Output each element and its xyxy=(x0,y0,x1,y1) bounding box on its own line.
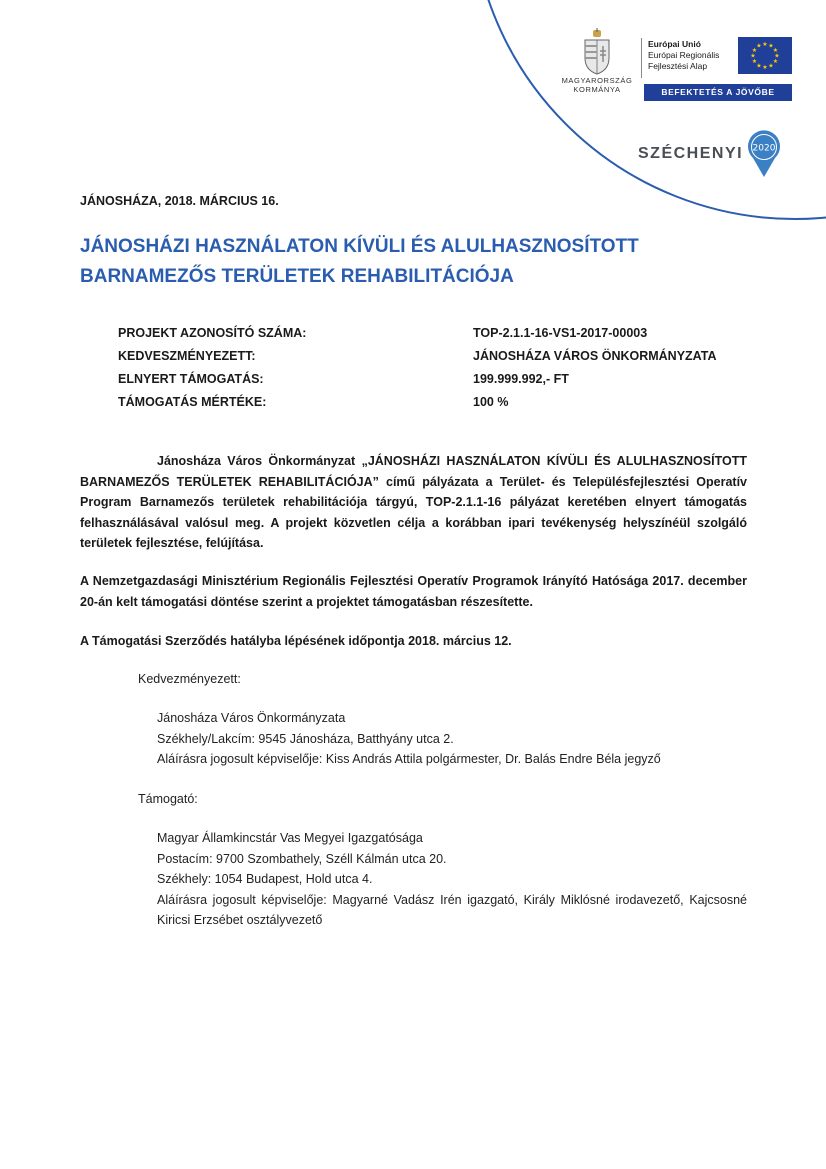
eu-logo-text xyxy=(648,39,719,72)
project-info-label: KEDVESZMÉNYEZETT: xyxy=(118,349,256,363)
eu-fund-line2: Fejlesztési Alap xyxy=(648,61,708,71)
svg-text:★: ★ xyxy=(772,47,779,54)
svg-text:★: ★ xyxy=(768,62,774,70)
project-info-label: ELNYERT TÁMOGATÁS: xyxy=(118,372,264,386)
beneficiary-heading: Kedvezményezett: xyxy=(138,672,241,686)
svg-text:★: ★ xyxy=(768,42,774,50)
document-date: JÁNOSHÁZA, 2018. MÁRCIUS 16. xyxy=(80,194,279,208)
project-info-row xyxy=(118,322,768,345)
svg-text:★: ★ xyxy=(756,62,762,70)
decision-paragraph: A Nemzetgazdasági Minisztérium Regionális Fejlesztési Operatív Programok Irányító Hatósága 2017. december 20-án kelt támogatási döntése szerint a projektet támogatásban részesítette. xyxy=(80,574,747,609)
eu-fund-line1: Európai Regionális xyxy=(648,50,720,60)
svg-text:★: ★ xyxy=(774,52,780,60)
svg-text:★: ★ xyxy=(751,58,758,65)
beneficiary-address: Székhely/Lakcím: 9545 Jánosháza, Batthyány utca 2. xyxy=(157,731,454,746)
title-line-2: BARNAMEZŐS TERÜLETEK REHABILITÁCIÓJA xyxy=(80,266,514,287)
title-line-1: JÁNOSHÁZI HASZNÁLATON KÍVÜLI ÉS ALULHASZNOSÍTOTT xyxy=(80,236,639,257)
szechenyi-pin-icon xyxy=(747,130,781,178)
decorative-arc xyxy=(470,0,826,220)
szechenyi-year: 2020 xyxy=(752,143,776,154)
beneficiary-block xyxy=(157,708,747,770)
project-info-value: 100 % xyxy=(473,395,509,409)
project-info-value: JÁNOSHÁZA VÁROS ÖNKORMÁNYZATA xyxy=(473,349,717,363)
supporter-block xyxy=(157,828,747,931)
project-info-row xyxy=(118,368,768,391)
supporter-postal: Postacím: 9700 Szombathely, Széll Kálmán utca 20. xyxy=(157,851,447,866)
beneficiary-signatory: Aláírásra jogosult képviselője: Kiss András Attila polgármester, Dr. Balás Endre Béla jegyző xyxy=(157,752,661,766)
project-info-row xyxy=(118,391,768,414)
szechenyi-text: SZÉCHENYI xyxy=(638,145,744,162)
szechenyi-logo xyxy=(638,130,781,178)
contract-date-paragraph: A Támogatási Szerződés hatályba lépésének időpontja 2018. március 12. xyxy=(80,634,512,648)
document-title xyxy=(80,232,760,292)
logo-divider xyxy=(641,38,642,78)
svg-text:★: ★ xyxy=(756,42,762,50)
supporter-heading: Támogató: xyxy=(138,792,198,806)
svg-text:★: ★ xyxy=(762,41,768,48)
project-info-value: 199.999.992,- FT xyxy=(473,372,569,386)
beneficiary-name: Jánosháza Város Önkormányzata xyxy=(157,711,346,725)
hungarian-government-logo xyxy=(558,28,636,94)
supporter-signatory: Aláírásra jogosult képviselője: Magyarné Vadász Irén igazgató, Király Miklósné irodavezető, Kajcsosné Kiricsi Erzsébet osztályvezető xyxy=(157,892,747,927)
svg-text:★: ★ xyxy=(751,47,758,54)
hu-logo-line1: MAGYARORSZÁG xyxy=(561,76,633,85)
eu-title: Európai Unió xyxy=(648,39,701,49)
project-info-table xyxy=(118,322,768,414)
project-info-label: TÁMOGATÁS MÉRTÉKE: xyxy=(118,395,267,409)
project-info-label: PROJEKT AZONOSÍTÓ SZÁMA: xyxy=(118,326,307,340)
project-description-paragraph: Jánosháza Város Önkormányzat „JÁNOSHÁZI HASZNÁLATON KÍVÜLI ÉS ALULHASZNOSÍTOTT BARNAMEZŐS TERÜLETEK REHABILITÁCIÓJA” című pályázata a Terület- és Településfejlesztési Operatív Program Barnamezős területek rehabilitációja tárgyú, TOP-2.1.1-16 pályázat keretében elnyert támogatás felhasználásával valósul meg. A projekt közvetlen célja a korábban ipari tevékenység helyszínéül szolgáló területek fejlesztése, felújítása. xyxy=(80,454,747,550)
hu-logo-line2: KORMÁNYA xyxy=(573,85,621,94)
svg-text:★: ★ xyxy=(772,58,779,65)
coat-of-arms-icon xyxy=(582,28,612,76)
supporter-seat: Székhely: 1054 Budapest, Hold utca 4. xyxy=(157,872,373,886)
svg-text:★: ★ xyxy=(762,64,768,71)
project-info-row xyxy=(118,345,768,368)
eu-flag-icon xyxy=(738,37,792,74)
eu-banner: BEFEKTETÉS A JÖVŐBE xyxy=(644,84,792,101)
project-info-value: TOP-2.1.1-16-VS1-2017-00003 xyxy=(473,326,648,340)
supporter-name: Magyar Államkincstár Vas Megyei Igazgatósága xyxy=(157,831,423,845)
svg-text:★: ★ xyxy=(750,52,756,60)
